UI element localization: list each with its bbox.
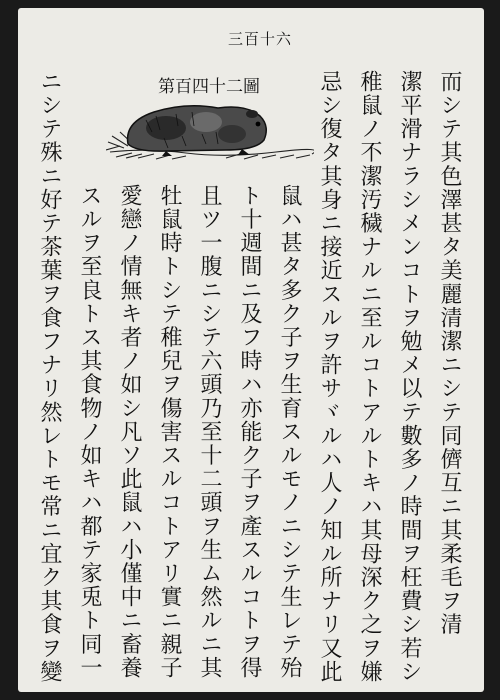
guinea-pig-illustration: [106, 96, 314, 166]
text-column-4: 忌シ復タ其身ニ接近スルヲ許サヾルハ人ノ知ル所ナリ又此: [317, 70, 342, 684]
text-column-5: 鼠ハ甚タ多ク子ヲ生育スルモノニシテ生レテ殆: [277, 184, 302, 680]
text-column-10: スルヲ至良トス其食物ノ如キハ都テ家兎ト同一: [77, 184, 102, 680]
text-column-9: 愛戀ノ情無キ者ノ如シ凡ソ此鼠ハ小僅中ニ畜養: [117, 184, 142, 680]
text-column-1: 而シテ其色澤甚タ美麗清潔ニシテ同儕互ニ其柔毛ヲ清: [437, 70, 462, 637]
figure-caption: 第百四十二圖: [158, 77, 260, 97]
text-column-6: ト十週間ニ及フ時ハ亦能ク子ヲ產スルコトヲ得: [237, 184, 262, 680]
book-page: [18, 8, 484, 692]
text-column-8: 牡鼠時トシテ稚兒ヲ傷害スルコトアリ實ニ親子: [157, 184, 182, 680]
text-column-3: 稚鼠ノ不潔汚穢ナルニ至ルコトアルトキハ其母深ク之ヲ嫌: [357, 70, 382, 684]
text-column-11: ニシテ殊ニ好テ茶葉ヲ食フナリ然レトモ常ニ宜ク其食ヲ變: [37, 70, 62, 684]
text-column-7: 且ツ一腹ニシテ六頭乃至十二頭ヲ生ム然ルニ其: [197, 184, 222, 680]
page-number: 三百十六: [228, 30, 293, 48]
text-column-2: 潔平滑ナラシメンコトヲ勉メ以テ數多ノ時間ヲ枉費シ若シ: [397, 70, 422, 684]
